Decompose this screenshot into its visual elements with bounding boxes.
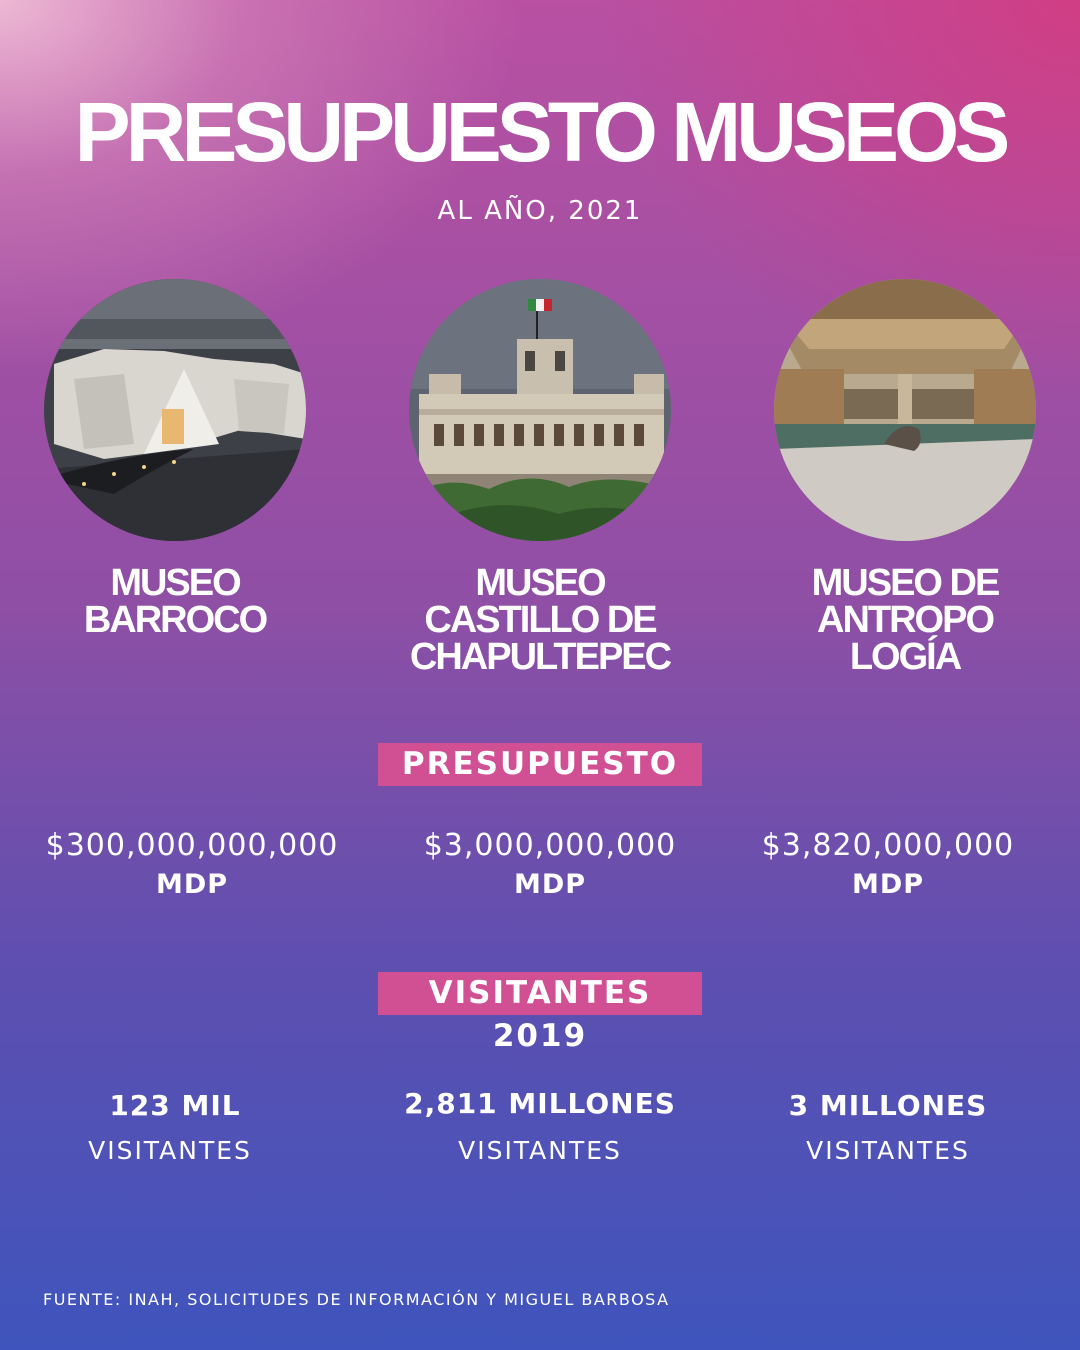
budget-amount: $300,000,000,000 (45, 828, 339, 863)
budget-amount: $3,820,000,000 (761, 828, 1015, 863)
source-note: FUENTE: INAH, SOLICITUDES DE INFORMACIÓN Y MIGUEL BARBOSA (43, 1290, 670, 1309)
visitor-count: 2,811 MILLONES (404, 1087, 676, 1120)
visitor-label: VISITANTES (458, 1136, 622, 1165)
page-title: PRESUPUESTO MUSEOS (74, 85, 1006, 179)
budget-unit: MDP (851, 869, 925, 900)
budget-unit: MDP (155, 869, 229, 900)
visitor-count: 3 MILLONES (788, 1089, 988, 1122)
page-subtitle: AL AÑO, 2021 (437, 196, 643, 226)
castillo-chapultepec-photo (409, 279, 671, 541)
museo-barroco-photo (44, 279, 306, 541)
visitor-count: 123 MIL (109, 1089, 241, 1122)
budget-amount: $3,000,000,000 (423, 828, 677, 863)
museum-name-castillo: MUSEO CASTILLO DE CHAPULTEPEC (409, 562, 671, 678)
visitor-label: VISITANTES (806, 1136, 970, 1165)
museo-antropologia-photo (774, 279, 1036, 541)
budget-section-label: PRESUPUESTO (378, 743, 702, 786)
visitor-label: VISITANTES (88, 1136, 252, 1165)
museum-name-barroco: MUSEO BARROCO (83, 562, 267, 641)
visitors-section-label: VISITANTES 2019 (378, 972, 702, 1015)
museum-name-antropologia: MUSEO DE ANTROPO LOGÍA (811, 562, 999, 678)
budget-unit: MDP (513, 869, 587, 900)
